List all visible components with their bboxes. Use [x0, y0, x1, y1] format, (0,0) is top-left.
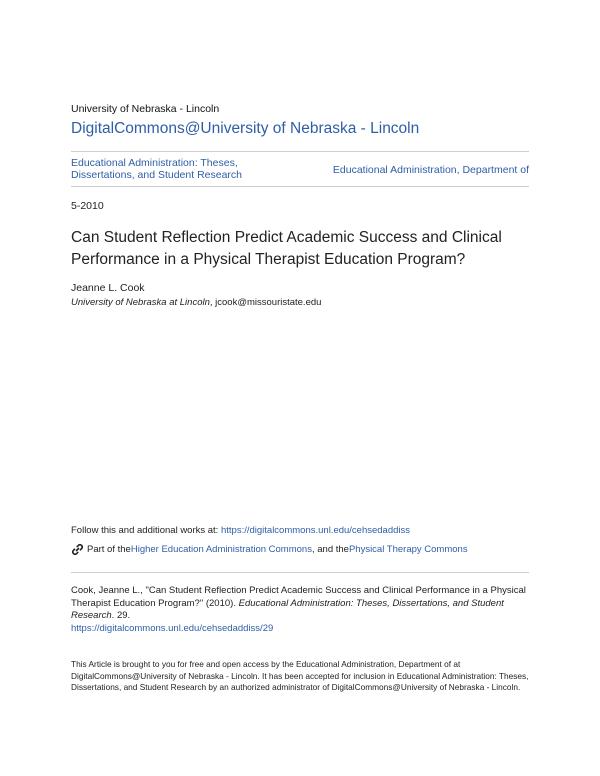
affiliation-name: University of Nebraska at Lincoln [71, 297, 210, 308]
citation-link[interactable]: https://digitalcommons.unl.edu/cehsedaddiss/29 [71, 622, 274, 634]
recommended-citation [71, 585, 533, 635]
follow-prefix: Follow this and additional works at: [71, 525, 221, 536]
author-name: Jeanne L. Cook [71, 282, 145, 294]
document-title: Can Student Reflection Predict Academic Success and Clinical Performance in a Physical Therapist Education Program? [71, 229, 502, 268]
divider-collections [71, 186, 529, 187]
citation-series: Educational Administration: Theses, Dissertations, and Student Research [71, 597, 504, 621]
part-of-line [71, 543, 468, 556]
publication-date: 5-2010 [71, 200, 104, 212]
follow-line [71, 525, 410, 536]
divider-top [71, 151, 529, 152]
access-statement: This Article is brought to you for free and open access by the Educational Administration, Department of at DigitalCommons@University of Nebraska - Lincoln. It has been accepted for inclusion in Educational Administration: Theses, Dissertations, and Student Research by an authorized administrator of DigitalCommons@University of Nebraska - Lincoln. [71, 659, 529, 692]
collection-link-department[interactable]: Educational Administration, Department of [332, 164, 529, 176]
citation-number: . 29. [111, 610, 131, 621]
repository-link[interactable]: DigitalCommons@University of Nebraska - Lincoln [71, 120, 420, 137]
divider-citation [71, 572, 529, 573]
citation-text: Cook, Jeanne L., "Can Student Reflection Predict Academic Success and Clinical Performance in a Physical Therapist Education Program?" (2010). [71, 585, 526, 609]
physical-therapy-commons-link[interactable]: Physical Therapy Commons [348, 544, 468, 555]
part-of-middle: , and the [311, 544, 349, 555]
institution-name: University of Nebraska - Lincoln [71, 103, 220, 115]
part-of-prefix: Part of the [87, 544, 131, 555]
author-email: , jcook@missouristate.edu [209, 297, 322, 308]
link-icon [71, 543, 84, 556]
collection-link-theses[interactable]: Educational Administration: Theses, Dissertations, and Student Research [71, 157, 243, 181]
author-affiliation [71, 297, 321, 308]
higher-ed-commons-link[interactable]: Higher Education Administration Commons [130, 544, 312, 555]
follow-link[interactable]: https://digitalcommons.unl.edu/cehsedaddiss [220, 525, 411, 536]
